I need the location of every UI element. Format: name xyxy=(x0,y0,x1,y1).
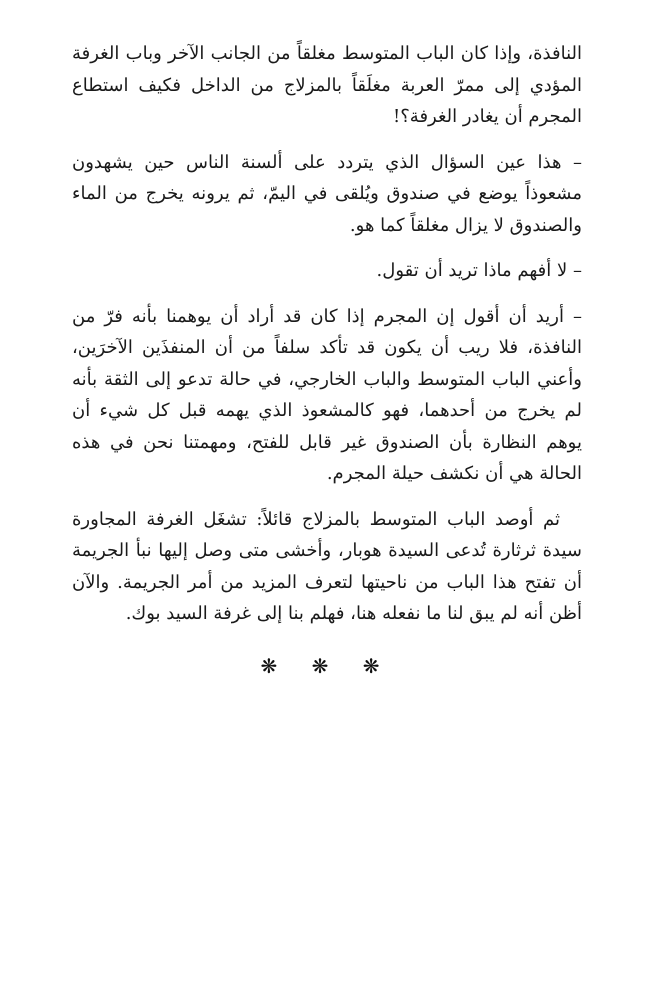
paragraph-4: – أريد أن أقول إن المجرم إذا كان قد أراد أن يوهمنا بأنه فرّ من النافذة، فلا ريب أن يكون قد تأكد سلفاً من أن المنفذَين الآخرَين، وأعني الباب المتوسط والباب الخارجي، في حالة تدعو إلى الثقة بأنه لم يخرج من أحدهما، فهو كالمشعوذ الذي يهمه قبل كل شيء أن يوهم النظارة بأن الصندوق غير قابل للفتح، ومهمتنا نحن في هذه الحالة هي أن نكشف حيلة المجرم. xyxy=(72,305,582,484)
paragraph-5: ثم أوصد الباب المتوسط بالمزلاج قائلاً: تشغَل الغرفة المجاورة سيدة ثرثارة تُدعى السيدة هوبار، وأخشى متى وصل إليها نبأ الجريمة أن تفتح هذا الباب من ناحيتها لتعرف المزيد من أمر الجريمة. والآن أظن أنه لم يبق لنا ما نفعله هنا، فهلم بنا إلى غرفة السيد بوك. xyxy=(72,508,582,624)
paragraph-1: النافذة، وإذا كان الباب المتوسط مغلقاً من الجانب الآخر وباب الغرفة المؤدي إلى ممرّ العربة مغلَقاً بالمزلاج من الداخل فكيف استطاع المجرم أن يغادر الغرفة؟! xyxy=(72,43,582,127)
paragraph-2: – هذا عين السؤال الذي يتردد على ألسنة الناس حين يشهدون مشعوذاً يوضع في صندوق ويُلقى في اليمّ، ثم يرونه يخرج من الماء والصندوق لا يزال مغلقاً كما هو. xyxy=(72,151,582,236)
paragraph-3: – لا أفهم ماذا تريد أن تقول. xyxy=(376,260,582,281)
page-body xyxy=(72,38,582,680)
section-separator: ❋ ❋ ❋ xyxy=(260,653,394,678)
